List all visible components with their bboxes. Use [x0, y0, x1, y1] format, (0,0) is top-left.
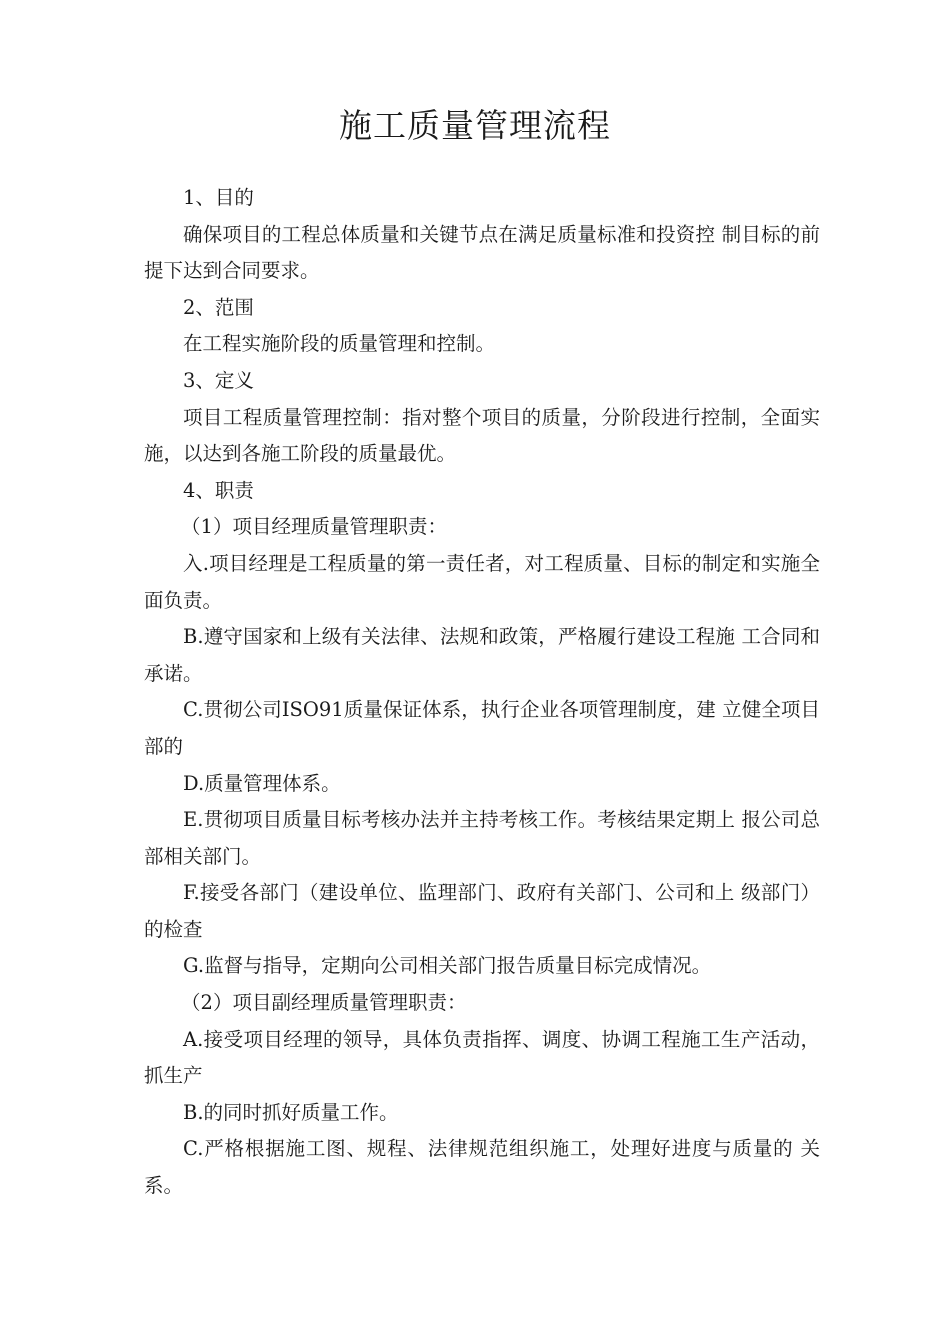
list-item: C.贯彻公司ISO91质量保证体系，执行企业各项管理制度，建 立健全项目部的: [144, 698, 820, 758]
list-item: E.贯彻项目质量目标考核办法并主持考核工作。考核结果定期上 报公司总部相关部门。: [144, 808, 820, 868]
paragraph-scope: 在工程实施阶段的质量管理和控制。: [183, 332, 496, 356]
document-body: [144, 180, 820, 1205]
paragraph-definition: 项目工程质量管理控制：指对整个项目的质量，分阶段进行控制，全面实施，以达到各施工阶段的质量最优。: [144, 405, 820, 466]
list-item: B.的同时抓好质量工作。: [183, 1100, 399, 1124]
paragraph-purpose: 确保项目的工程总体质量和关键节点在满足质量标准和投资控 制目标的前提下达到合同要求。: [144, 222, 820, 283]
list-item: C.严格根据施工图、规程、法律规范组织施工，处理好进度与质量的 关系。: [144, 1137, 820, 1198]
document-title: 施工质量管理流程: [339, 106, 611, 145]
list-item: G.监督与指导，定期向公司相关部门报告质量目标完成情况。: [183, 954, 712, 978]
list-item: B.遵守国家和上级有关法律、法规和政策，严格履行建设工程施 工合同和承诺。: [144, 625, 820, 685]
section-heading-scope: 2、范围: [183, 295, 254, 319]
section-heading-purpose: 1、目的: [183, 186, 254, 209]
list-item: A.接受项目经理的领导，具体负责指挥、调度、协调工程施工生产活动，抓生产: [144, 1027, 820, 1088]
section-heading-responsibilities: 4、职责: [183, 478, 254, 502]
subheading-pm-duties: （1）项目经理质量管理职责：: [181, 515, 447, 539]
list-item: F.接受各部门（建设单位、监理部门、政府有关部门、公司和上 级部门）的检查: [144, 881, 820, 941]
section-heading-definition: 3、定义: [183, 368, 254, 392]
subheading-deputy-pm-duties: （2）项目副经理质量管理职责：: [181, 991, 467, 1015]
list-item: 入.项目经理是工程质量的第一责任者，对工程质量、目标的制定和实施全面负责。: [144, 551, 820, 612]
list-item: D.质量管理体系。: [183, 771, 341, 795]
